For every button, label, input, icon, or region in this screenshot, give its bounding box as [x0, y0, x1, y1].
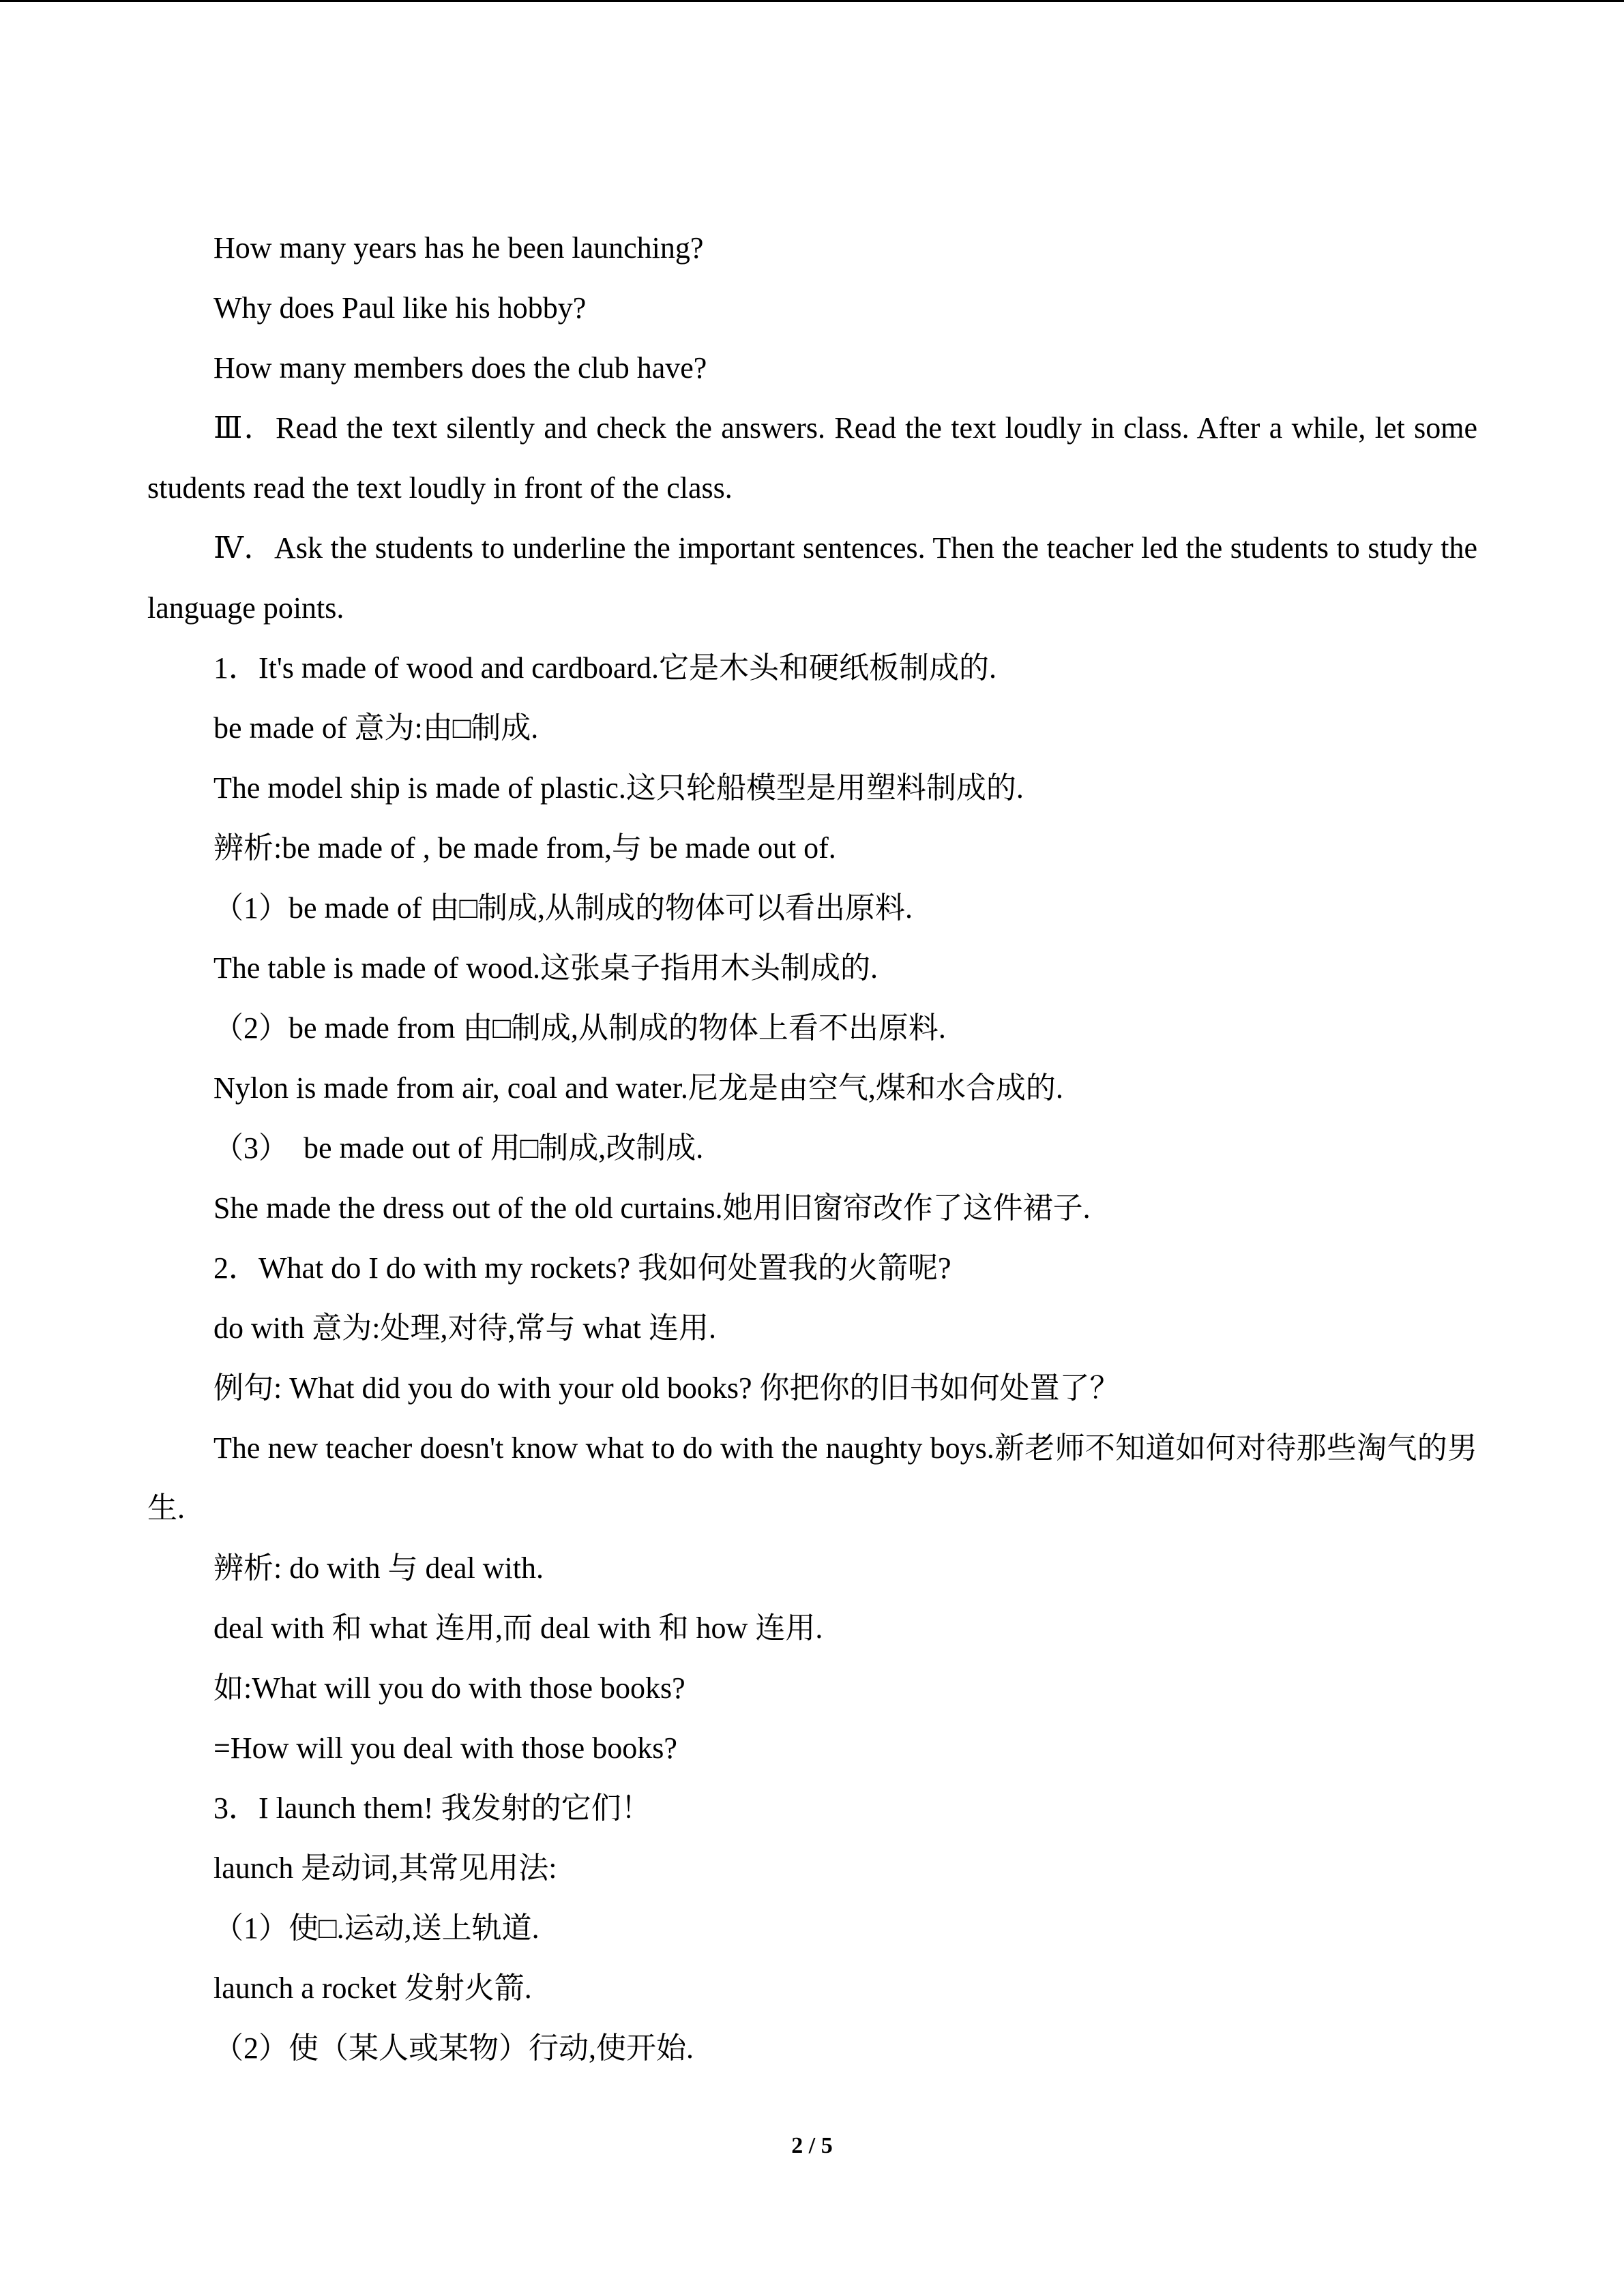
point-two-title: 2．What do I do with my rockets? 我如何处置我的火箭呢?: [213, 1251, 951, 1285]
point-two-definition: do with 意为:处理,对待,常与 what 连用.: [213, 1311, 716, 1345]
question-launch-years: How many years has he been launching?: [213, 231, 704, 265]
point-two-sample-two: =How will you deal with those books?: [213, 1731, 677, 1765]
point-one-definition: be made of 意为:由□制成.: [213, 711, 539, 745]
point-one-case-three: （3） be made out of 用□制成,改制成.: [213, 1131, 704, 1165]
top-border-rule: [0, 0, 1624, 2]
point-two-example-two: The new teacher doesn't know what to do with the naughty boys.新老师不知道如何对待那些淘气的男生.: [147, 1431, 1477, 1525]
document-body: [147, 218, 1477, 2078]
point-two-sample-one: 如:What will you do with those books?: [213, 1671, 685, 1705]
point-two-comparison-note: deal with 和 what 连用,而 deal with 和 how 连用.: [213, 1611, 823, 1645]
point-one-title: 1．It's made of wood and cardboard.它是木头和硬纸板制成的.: [213, 651, 997, 685]
point-one-case-two-example: Nylon is made from air, coal and water.尼龙是由空气,煤和水合成的.: [213, 1071, 1063, 1105]
point-three-title: 3．I launch them! 我发射的它们！: [213, 1791, 651, 1825]
point-one-example: The model ship is made of plastic.这只轮船模型是用塑料制成的.: [213, 771, 1024, 805]
step-four-paragraph: Ⅳ．Ask the students to underline the important sentences. Then the teacher led the students to study the language points.: [147, 531, 1477, 625]
point-three-usage-two: （2）使（某人或某物）行动,使开始.: [213, 2031, 694, 2065]
point-three-definition: launch 是动词,其常见用法:: [213, 1851, 557, 1885]
point-three-usage-one-example: launch a rocket 发射火箭.: [213, 1971, 532, 2005]
point-one-case-one: （1）be made of 由□制成,从制成的物体可以看出原料.: [213, 891, 913, 925]
point-one-case-three-example: She made the dress out of the old curtains.她用旧窗帘改作了这件裙子.: [213, 1191, 1091, 1225]
point-two-comparison: 辨析: do with 与 deal with.: [213, 1551, 544, 1585]
point-three-usage-one: （1）使□.运动,送上轨道.: [213, 1911, 540, 1945]
point-two-example: 例句: What did you do with your old books? 你把你的旧书如何处置了？: [213, 1371, 1120, 1405]
point-one-comparison: 辨析:be made of , be made from,与 be made out of.: [213, 831, 836, 865]
question-why-hobby: Why does Paul like his hobby?: [213, 291, 587, 325]
step-three-paragraph: Ⅲ．Read the text silently and check the answers. Read the text loudly in class. After a while, let some students read the text loudly in front of the class.: [147, 411, 1477, 505]
question-members: How many members does the club have?: [213, 351, 707, 385]
point-one-case-one-example: The table is made of wood.这张桌子指用木头制成的.: [213, 951, 878, 985]
page-number: 2 / 5: [791, 2133, 833, 2158]
point-one-case-two: （2）be made from 由□制成,从制成的物体上看不出原料.: [213, 1011, 946, 1045]
